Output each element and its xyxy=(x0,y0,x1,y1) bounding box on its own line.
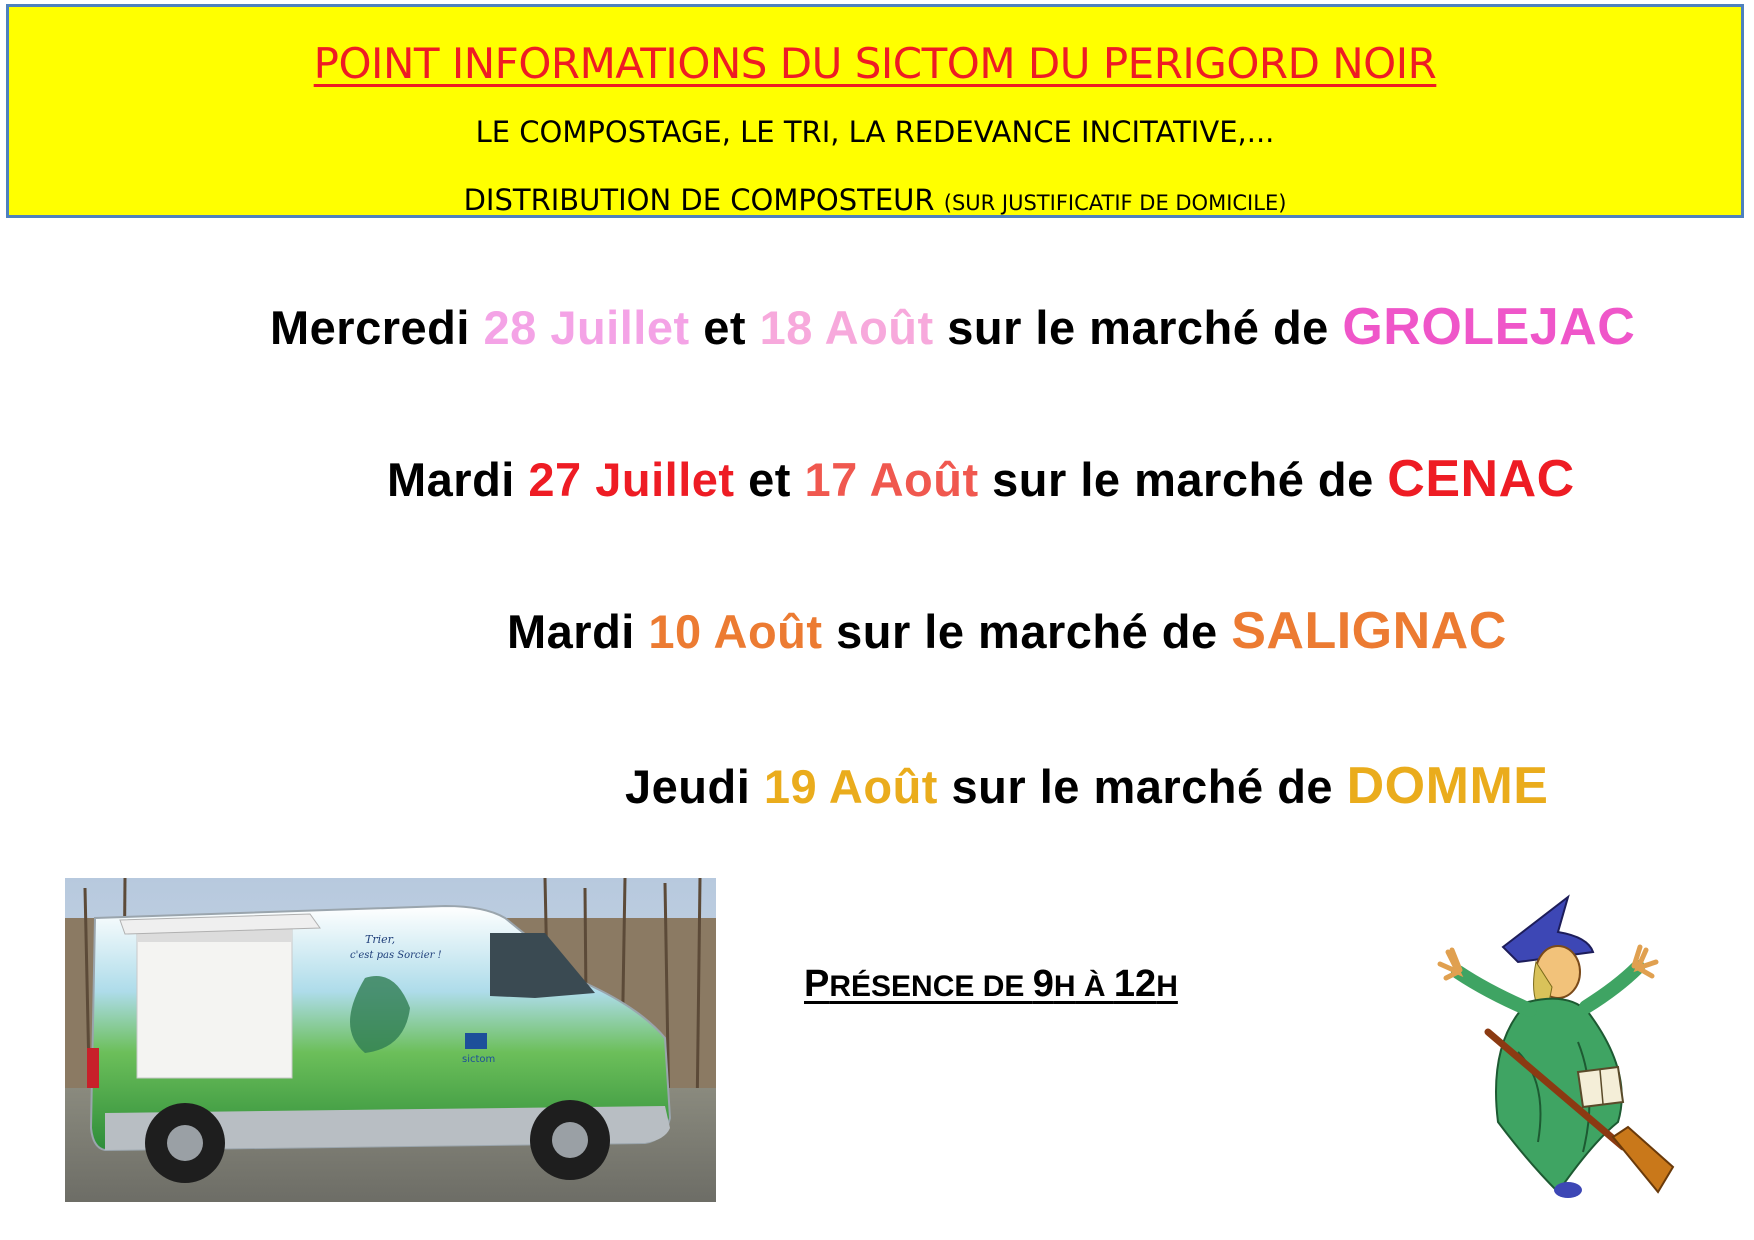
sictom-logo-icon xyxy=(465,1033,487,1049)
van-decal-text2: c'est pas Sorcier ! xyxy=(350,950,442,961)
presence-hours xyxy=(804,963,1178,1006)
wizard-broom-head xyxy=(1613,1127,1673,1192)
wizard-arm-left xyxy=(1458,972,1530,1010)
event-cenac xyxy=(387,449,1575,509)
presence-start: 9 xyxy=(1032,963,1054,1005)
event-domme xyxy=(625,756,1548,816)
event-day: Jeudi xyxy=(625,760,764,813)
event-town: GROLEJAC xyxy=(1342,298,1636,356)
event-conj: et xyxy=(689,301,760,354)
event-day: Mardi xyxy=(387,453,529,506)
event-day: Mardi xyxy=(507,605,649,658)
event-middle: sur le marché de xyxy=(933,301,1343,354)
wizard-boot xyxy=(1554,1182,1582,1198)
presence-end: 12 xyxy=(1113,963,1157,1005)
header-banner xyxy=(6,4,1744,218)
sictom-logo-text: sictom xyxy=(462,1054,496,1065)
event-date-2: 17 Août xyxy=(804,453,979,506)
van-illustration xyxy=(65,878,716,1202)
presence-p: P xyxy=(804,963,830,1005)
event-day: Mercredi xyxy=(270,301,484,354)
event-middle: sur le marché de xyxy=(978,453,1388,506)
event-date-2: 18 Août xyxy=(759,301,934,354)
event-date-1: 28 Juillet xyxy=(483,301,690,354)
header-distribution xyxy=(9,183,1741,217)
event-town: CENAC xyxy=(1387,450,1575,508)
event-date-1: 10 Août xyxy=(648,605,823,658)
page-title: POINT INFORMATIONS DU SICTOM DU PERIGORD NOIR xyxy=(313,39,1437,88)
event-town: DOMME xyxy=(1346,757,1549,815)
event-conj: et xyxy=(734,453,805,506)
wizard-mascot xyxy=(1418,892,1690,1200)
distribution-note: (SUR JUSTIFICATIF DE DOMICILE) xyxy=(943,191,1287,215)
event-middle: sur le marché de xyxy=(822,605,1232,658)
event-grolejac xyxy=(270,297,1635,357)
wizard-illustration xyxy=(1418,892,1690,1200)
presence-h2: H xyxy=(1156,970,1178,1003)
distribution-text: DISTRIBUTION DE COMPOSTEUR xyxy=(463,183,944,217)
presence-word: RÉSENCE DE xyxy=(829,970,1033,1003)
van-side-opening xyxy=(137,928,292,1078)
wizard-hand-left xyxy=(1440,950,1460,978)
header-topics: LE COMPOSTAGE, LE TRI, LA REDEVANCE INCITATIVE,... xyxy=(475,115,1275,149)
van-decal-text1: Trier, xyxy=(365,933,396,946)
wizard-arm-right xyxy=(1586,967,1638,1007)
event-salignac xyxy=(507,601,1507,661)
event-date-1: 19 Août xyxy=(763,760,938,813)
event-date-1: 27 Juillet xyxy=(528,453,735,506)
presence-h1: H xyxy=(1053,970,1076,1003)
event-middle: sur le marché de xyxy=(937,760,1347,813)
van-tail-light xyxy=(87,1048,99,1088)
event-town: SALIGNAC xyxy=(1231,602,1507,660)
presence-a: À xyxy=(1075,970,1114,1003)
van-photo xyxy=(65,878,716,1202)
